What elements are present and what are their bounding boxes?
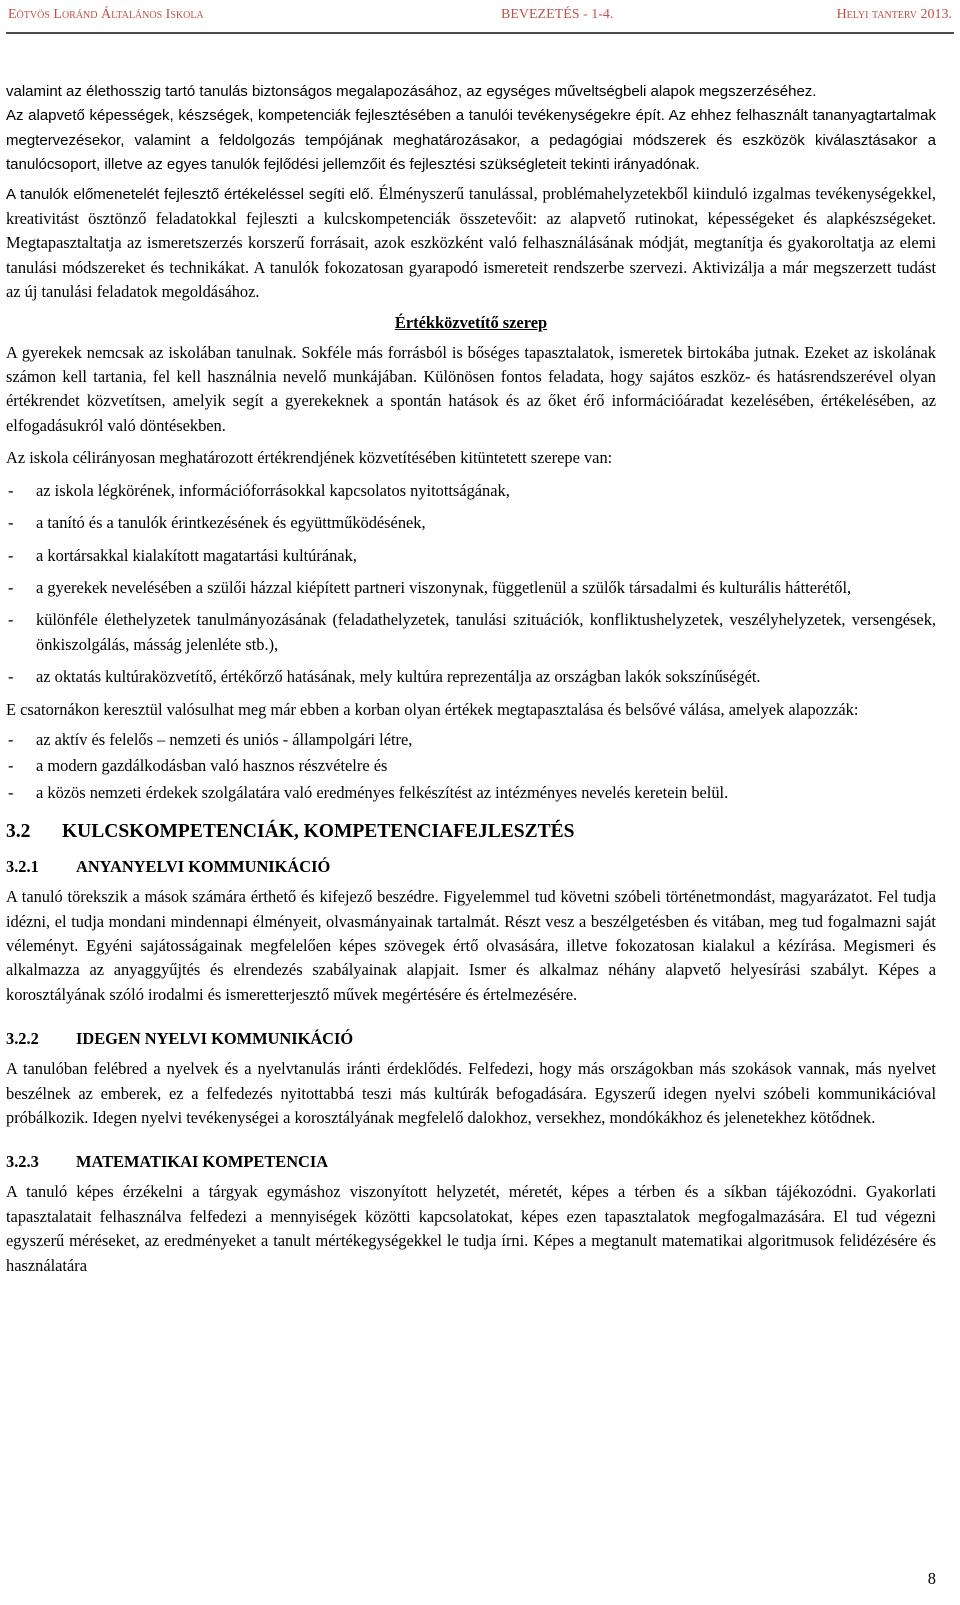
list-item: - az oktatás kultúraközvetítő, értékőrző hatásának, mely kultúra reprezentálja az országban lakók sokszínűségét.: [8, 667, 761, 687]
heading-title: MATEMATIKAI KOMPETENCIA: [76, 1152, 329, 1172]
heading-title: KULCSKOMPETENCIÁK, KOMPETENCIAFEJLESZTÉS: [62, 821, 575, 843]
paragraph-kompetenciak: Az alapvető képességek, készségek, kompetenciák fejlesztésében a tanulói tevékenységekre épít. Az ehhez felhasznált tananyagtartalmak megtervezésekor, valamint a feldolgozás tempójának meghatározásakor, a pedagógiai módszerek és eszközök kiválasztásakor a tanulócsoport, illetve az egyes tanulók fejlődési jellemzőit és fejlesztési szükségleteit tekinti irányadónak.: [6, 107, 936, 174]
header-section: BEVEZETÉS - 1-4.: [501, 7, 614, 22]
list-item: - a gyerekek nevelésében a szülői házzal kiépített partneri viszonynak, függetlenül a szülők társadalmi és kulturális hátterétől,: [8, 577, 852, 597]
list-item: - a kortársakkal kialakított magatartási kultúrának,: [8, 545, 357, 565]
heading-number: 3.2.2: [6, 1029, 39, 1049]
paragraph-tanulok-lead: A tanulók előmenetelét fejlesztő értékeléssel segíti elő.: [6, 185, 374, 203]
paragraph-intro: valamint az élethosszig tartó tanulás biztonságos megalapozásához, az egységes műveltségbeli alapok megszerzéséhez.: [6, 83, 817, 100]
paragraph-iskola-szerepe: Az iskola célirányosan meghatározott értékrendjének közvetítésében kitüntetett szerepe van:: [6, 448, 613, 468]
paragraph-gyerekek: A gyerekek nemcsak az iskolában tanulnak. Sokféle más forrásból is bőséges tapasztalatok, ismeretek birtokába jutnak. Ezeket az iskolának számon kell tartania, fel kell használnia nevelő munkájában. Különösen fontos feladata, hogy sajátos eszköz- és hatásrendszerével olyan értékrendet közvetítsen, amelyik segít a gyerekeknek a spontán hatások és az őket érő információáradat kezelésében, értékelésében, az elfogadásukról való döntésekben.: [6, 342, 936, 435]
section-title-ertekkozvetito: Értékközvetítő szerep: [394, 312, 548, 332]
paragraph-idegen-nyelvi: A tanulóban felébred a nyelvek és a nyelvtanulás iránti érdeklődés. Felfedezi, hogy más országokban más szokások vannak, más nyelvet beszélnek az emberek, ez a felfedezés nyitottabbá teszi más kultúrák befogadására. Egyszerű idegen nyelvi szóbeli kommunikációval próbálkozik. Idegen nyelvi tevékenységei a korosztályának megfelelő dalokhoz, versekhez, mondókákhoz és jelenetekhez kötődnek.: [6, 1059, 936, 1127]
paragraph-tanulok-rest: Élményszerű tanulással, problémahelyzetekből kiinduló izgalmas tevékenységekkel, kreativitást ösztönző feladatokkal fejleszti a kulcskompetenciák összetevőit: az alapvető rutinokat, képességeket és alapkészségeket. Megtapasztaltatja az ismeretszerzés korszerű forrásait, azok eszközként való felhasználásának módját, megtanítja és gyakoroltatja az elemi tanulási módszereket és technikákat. A tanulók fokozatosan gyarapodó ismereteit rendszerbe szervezi. Aktivizálja a már megszerzett tudást az új tanulási feladatok megoldásához.: [6, 183, 936, 302]
list-item: - az aktív és felelős – nemzeti és uniós - állampolgári létre,: [8, 729, 413, 749]
header-school-name: Eötvös Loránd Általános Iskola: [8, 7, 204, 22]
heading-number: 3.2.1: [6, 857, 39, 877]
list-item: - az iskola légkörének, információforrásokkal kapcsolatos nyitottságának,: [8, 480, 510, 500]
heading-title: ANYANYELVI KOMMUNIKÁCIÓ: [76, 857, 331, 877]
paragraph-matematikai: A tanuló képes érzékelni a tárgyak egymáshoz viszonyított helyzetét, méretét, képes a térben és a síkban tájékozódni. Gyakorlati tapasztalatait felhasználva felfedezi a mennyiségek közötti kapcsolatokat, képes ezen tapasztalatok megfogalmazására. El tud végezni egyszerű méréseket, az eredményeket a tanult mértékegységekkel le tudja írni. Képes a megtanult matematikai algoritmusok felidézésére és használatára: [6, 1182, 936, 1275]
heading-title: IDEGEN NYELVI KOMMUNIKÁCIÓ: [76, 1029, 354, 1049]
heading-matematikai: [6, 1152, 936, 1172]
list-item: - a tanító és a tanulók érintkezésének és együttműködésének,: [8, 513, 426, 533]
heading-idegen-nyelvi: [6, 1029, 936, 1049]
page-number: 8: [927, 1569, 936, 1588]
heading-number: 3.2.3: [6, 1152, 39, 1172]
paragraph-anyanyelvi: A tanuló törekszik a mások számára érthető és kifejező beszédre. Figyelemmel tud követni szóbeli történetmondást, magyarázatot. Fel tudja idézni, el tudja mondani mindennapi élményeit, olvasmányainak tartalmát. Részt vesz a beszélgetésben és vitában, meg tud fogalmazni saját véleményt. Egyéni sajátosságainak megfelelően képes szövegek értő olvasására, illetve fokozatosan kialakul a kézírása. Megismeri és alkalmazza az anyaggyűjtés és elrendezés szabályainak alapjait. Ismer és alkalmaz néhány alapvető helyesírási szabályt. Képes a korosztályának szóló irodalmi és ismeretterjesztő művek megértésére és értelmezésére.: [6, 887, 936, 1004]
page-header: [6, 4, 954, 34]
heading-number: 3.2: [6, 821, 31, 843]
list-item: - a közös nemzeti érdekek szolgálatára való eredményes felkészítést az intézményes nevelés keretein belül.: [8, 782, 729, 802]
list-item: - különféle élethelyzetek tanulmányozásának (feladathelyzetek, tanulási szituációk, konfliktushelyzetek, veszélyhelyzetek, versengések, önkiszolgálás, másság jelenléte stb.),: [8, 610, 936, 654]
heading-kulcskompetenciak: [6, 821, 936, 843]
list-item: - a modern gazdálkodásban való hasznos részvételre és: [8, 756, 388, 776]
page-body: [6, 80, 936, 1278]
paragraph-csatornak: E csatornákon keresztül valósulhat meg már ebben a korban olyan értékek megtapasztalása és belsővé válása, amelyek alapozzák:: [6, 699, 859, 719]
header-document-title: Helyi tanterv 2013.: [836, 7, 952, 22]
paragraph-tanulok: [6, 182, 936, 305]
heading-anyanyelvi: [6, 857, 936, 877]
